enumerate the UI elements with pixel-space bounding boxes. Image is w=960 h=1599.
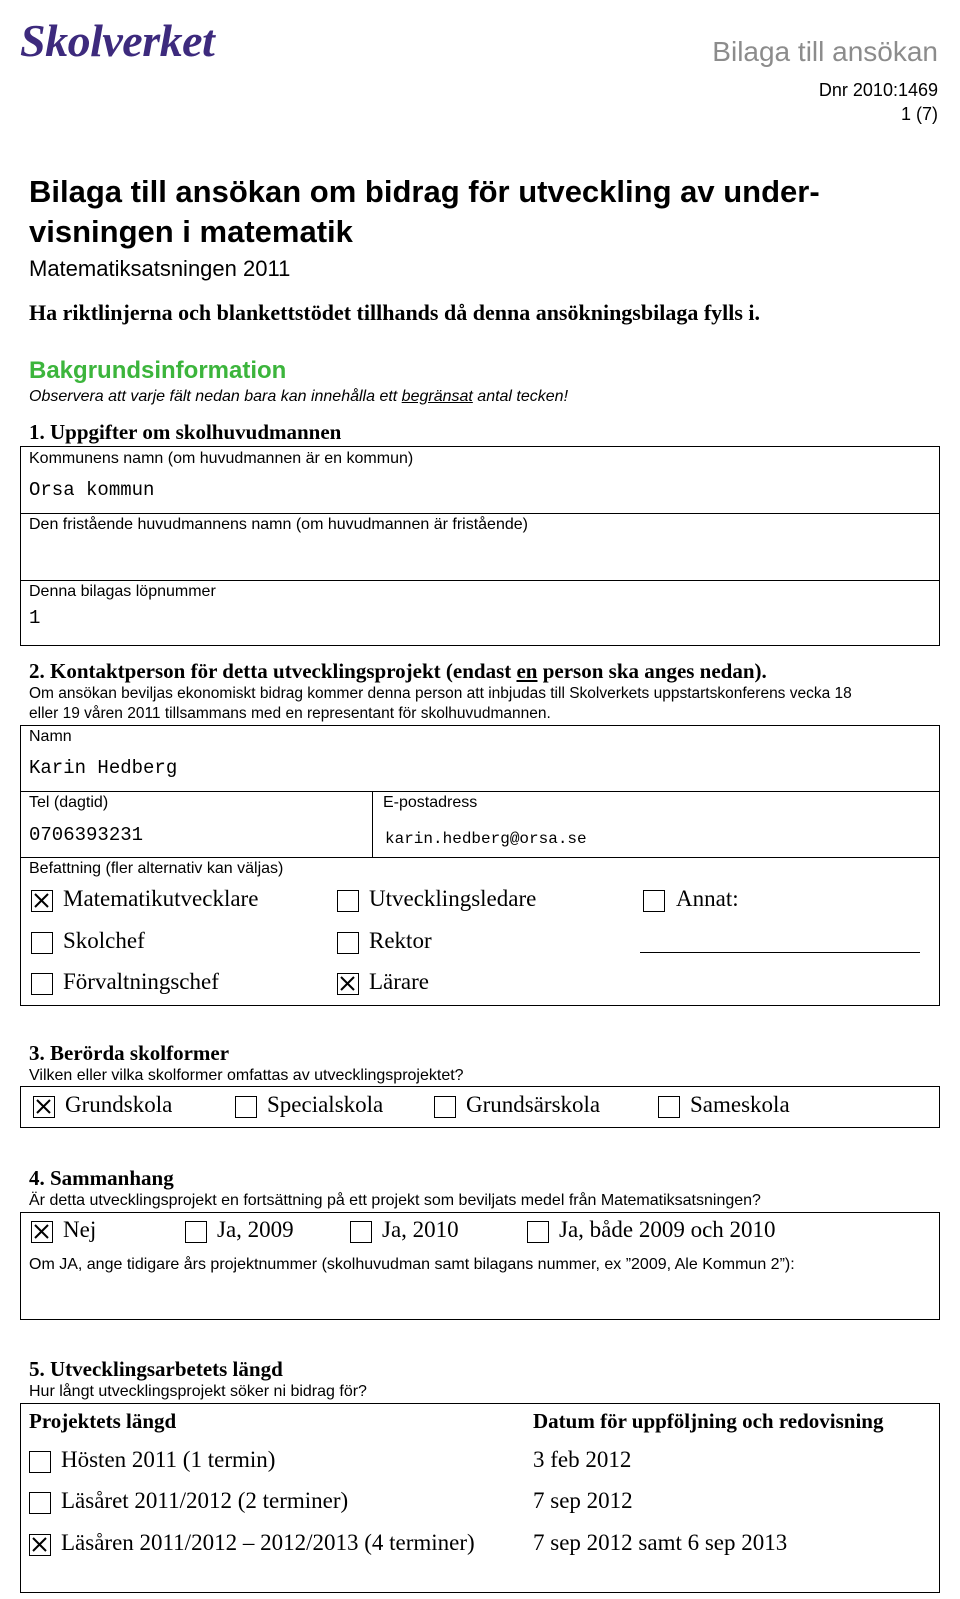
skolchef-label: Skolchef [63,928,145,953]
annat-input-line[interactable] [640,952,920,953]
utvecklingsledare-label: Utvecklingsledare [369,886,537,911]
kommun-label: Kommunens namn (om huvudmannen är en kommun) [29,450,414,467]
ja-2009-label: Ja, 2009 [217,1217,294,1242]
ja-2010-label: Ja, 2010 [382,1217,459,1242]
page-title [29,172,929,252]
matematikutvecklare-checkbox[interactable] [31,890,53,912]
checkmark-x-icon [338,974,357,993]
fristaende-field[interactable] [29,545,929,573]
background-heading: Bakgrundsinformation [29,357,287,384]
namn-field[interactable]: Karin Hedberg [29,757,178,779]
s2-heading-underlined: en [516,659,538,683]
page-number: 1 (7) [900,104,938,124]
title-line-1: Bilaga till ansökan om bidrag för utveckling av under- [29,174,820,209]
tel-label: Tel (dagtid) [29,794,109,811]
checkmark-x-icon [34,1097,53,1116]
page-subtitle: Matematiksatsningen 2011 [29,256,291,281]
lasaren-4-terminer-date: 7 sep 2012 samt 6 sep 2013 [533,1530,788,1555]
tel-field[interactable]: 0706393231 [29,824,144,846]
sameskola-label: Sameskola [690,1092,790,1117]
ja-bada-label: Ja, både 2009 och 2010 [559,1217,776,1242]
section-5-question: Hur långt utvecklingsprojekt söker ni bidrag för? [29,1383,367,1400]
title-line-2: visningen i matematik [29,214,353,249]
column-header-length: Projektets längd [29,1409,177,1433]
email-field[interactable]: karin.hedberg@orsa.se [385,830,587,848]
specialskola-checkbox[interactable] [235,1096,257,1118]
annat-checkbox[interactable] [643,890,665,912]
lopnummer-label: Denna bilagas löpnummer [29,583,216,600]
nej-checkbox[interactable] [31,1221,53,1243]
document-type: Bilaga till ansökan [712,36,938,67]
note-part-2: antal tecken! [472,388,569,405]
lasaret-2011-2012-checkbox[interactable] [29,1492,51,1514]
sameskola-checkbox[interactable] [658,1096,680,1118]
skolchef-checkbox[interactable] [31,932,53,954]
hosten-2011-checkbox[interactable] [29,1451,51,1473]
lopnummer-field[interactable]: 1 [29,607,41,629]
grundsarskola-checkbox[interactable] [434,1096,456,1118]
rektor-checkbox[interactable] [337,932,359,954]
background-note [29,388,568,406]
section-1-heading: 1. Uppgifter om skolhuvudmannen [29,420,342,444]
instruction-text: Ha riktlinjerna och blankettstödet tillhands då denna ansökningsbilaga fylls i. [29,300,761,325]
ja-2009-checkbox[interactable] [185,1221,207,1243]
fristaende-label: Den fristående huvudmannens namn (om huvudmannen är fristående) [29,516,528,533]
ja-bada-checkbox[interactable] [527,1221,549,1243]
grundsarskola-label: Grundsärskola [466,1092,601,1117]
divider [20,513,940,514]
checkmark-x-icon [32,891,51,910]
projektnummer-field[interactable] [29,1278,929,1314]
email-label: E-postadress [383,794,478,811]
section-4-question: Är detta utvecklingsprojekt en fortsättning på ett projekt som beviljats medel från Matematiksatsningen? [29,1192,761,1209]
s2-heading-part-1: 2. Kontaktperson för detta utvecklingsprojekt (endast [29,659,517,683]
specialskola-label: Specialskola [267,1092,384,1117]
section-4-heading: 4. Sammanhang [29,1166,174,1190]
forvaltningschef-label: Förvaltningschef [63,969,219,994]
larare-checkbox[interactable] [337,973,359,995]
grundskola-label: Grundskola [65,1092,173,1117]
section-2-description [29,684,949,724]
kommun-field[interactable]: Orsa kommun [29,479,155,501]
lasaret-2011-2012-date: 7 sep 2012 [533,1488,633,1513]
dnr-number: Dnr 2010:1469 [818,80,938,100]
s2-heading-part-2: person ska anges nedan). [537,659,767,683]
utvecklingsledare-checkbox[interactable] [337,890,359,912]
checkmark-x-icon [30,1535,49,1554]
description-line-2: eller 19 våren 2011 tillsammans med en representant för skolhuvudmannen. [29,705,551,722]
follow-up-label: Om JA, ange tidigare års projektnummer (skolhuvudman samt bilagans nummer, ex ”2009, Ale Kommun 2”): [29,1256,795,1273]
hosten-2011-label: Hösten 2011 (1 termin) [61,1447,276,1472]
ja-2010-checkbox[interactable] [350,1221,372,1243]
section-5-heading: 5. Utvecklingsarbetets längd [29,1357,283,1381]
section-3-heading: 3. Berörda skolformer [29,1041,230,1065]
divider [20,857,940,858]
lasaret-2011-2012-label: Läsåret 2011/2012 (2 terminer) [61,1488,349,1513]
divider [20,580,940,581]
description-line-1: Om ansökan beviljas ekonomiskt bidrag kommer denna person att inbjudas till Skolverkets uppstartskonferens vecka 18 [29,685,852,702]
forvaltningschef-checkbox[interactable] [31,973,53,995]
befattning-label: Befattning (fler alternativ kan väljas) [29,860,284,877]
note-underlined: begränsat [401,388,473,405]
lasaren-4-terminer-label: Läsåren 2011/2012 – 2012/2013 (4 terminer) [61,1530,475,1555]
grundskola-checkbox[interactable] [33,1096,55,1118]
divider [372,791,373,857]
checkmark-x-icon [32,1222,51,1241]
divider [20,791,940,792]
annat-label: Annat: [676,886,739,911]
matematikutvecklare-label: Matematikutvecklare [63,886,259,911]
note-part-1: Observera att varje fält nedan bara kan innehålla ett [29,388,402,405]
section-2-heading [29,659,767,684]
larare-label: Lärare [369,969,429,994]
rektor-label: Rektor [369,928,432,953]
skolverket-logo: Skolverket [20,15,215,66]
column-header-date: Datum för uppföljning och redovisning [533,1409,884,1433]
namn-label: Namn [29,728,72,745]
lasaren-4-terminer-checkbox[interactable] [29,1534,51,1556]
hosten-2011-date: 3 feb 2012 [533,1447,632,1472]
nej-label: Nej [63,1217,97,1242]
section-3-question: Vilken eller vilka skolformer omfattas av utvecklingsprojektet? [29,1067,464,1084]
